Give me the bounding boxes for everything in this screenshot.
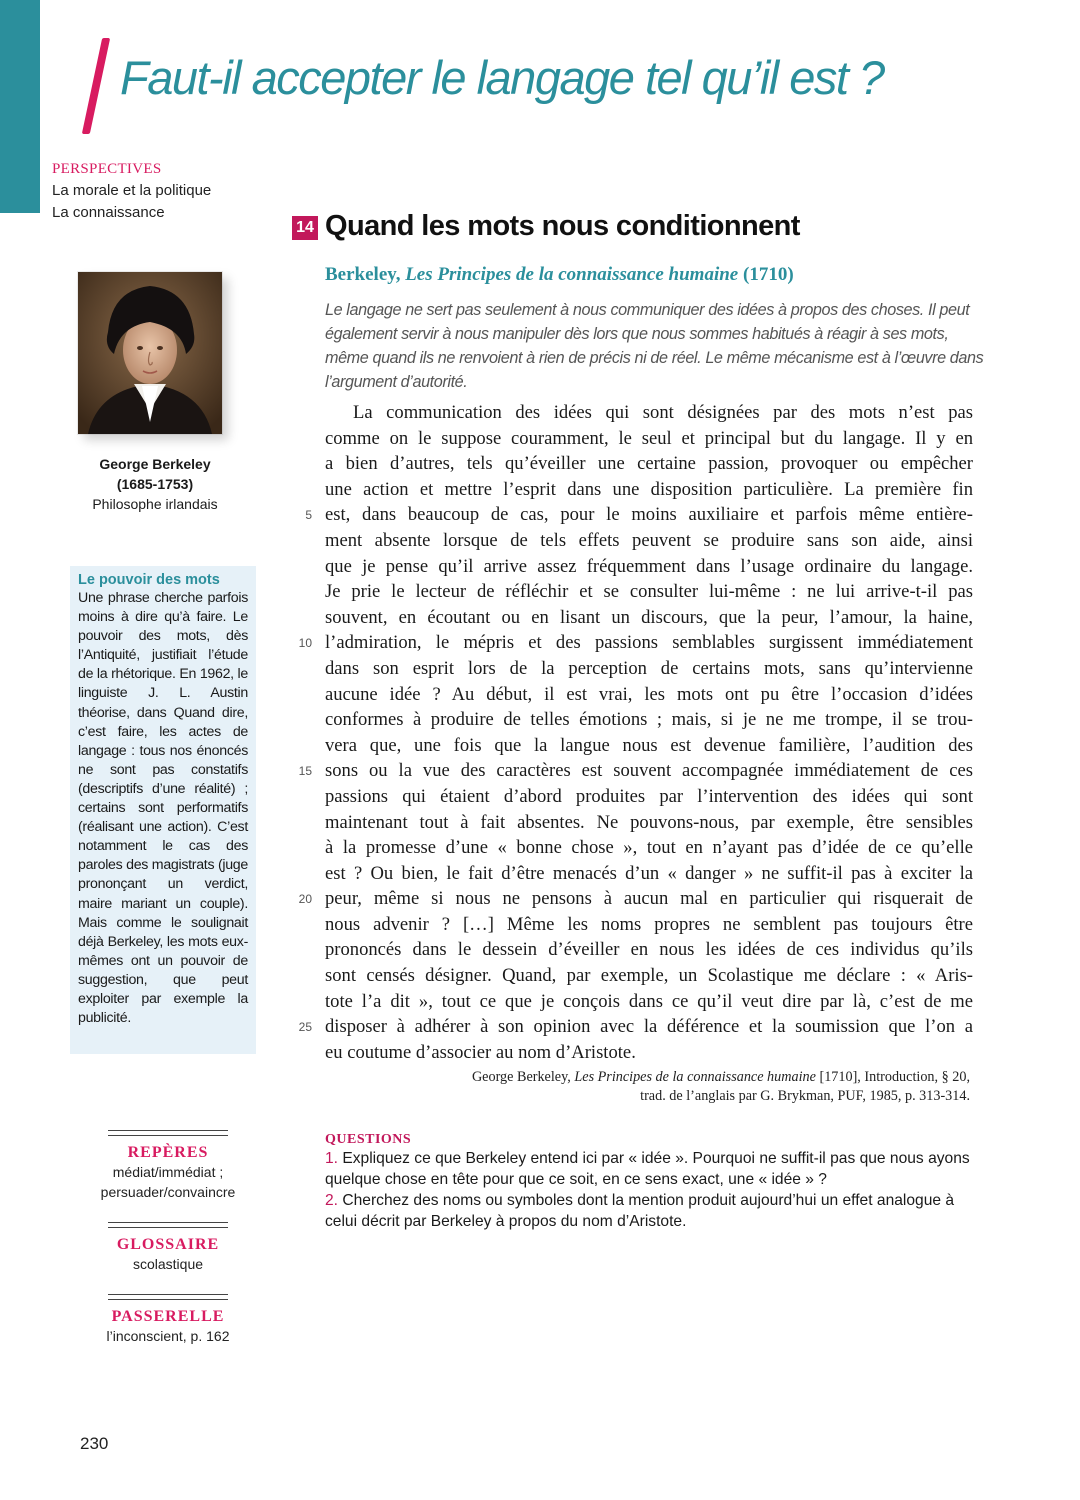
text-line: est, dans beaucoup de cas, pour le moins auxiliaire et parfois même entière-: [325, 504, 973, 526]
question-number: 2.: [325, 1192, 339, 1209]
questions-label: QUESTIONS: [325, 1132, 412, 1147]
text-line: aucune idée ? Au début, il est vrai, les mots ont pu être l’occasion d’idées: [325, 683, 973, 705]
question-item: [325, 1190, 975, 1232]
tag-line: médiat/immédiat ;: [112, 1164, 224, 1180]
citation-line-1: [325, 1068, 970, 1087]
question-number: 1.: [325, 1150, 339, 1167]
section-number-badge: 14: [292, 216, 318, 240]
text-line: maintenant tout à fait absentes. Ne pouvons-nous, par exemple, être sensibles: [325, 811, 973, 833]
text-line: sons ou la vue des caractères est souvent accompagnée immédiatement de ces: [325, 760, 973, 782]
text-line: à la promesse d’une « bonne chose », tout en n’ayant pas d’idée de ce qu’elle: [325, 837, 973, 859]
text-line: nous advenir ? […] Même les noms propres ne semblent pas toujours être: [325, 913, 973, 935]
text-line: tote l’a dit », tout ce que je conçois dans ce qu’il veut dire par là, c’est de me: [325, 990, 973, 1012]
text-line: que je pense qu’il arrive assez fréquemment dans l’usage ordinaire du langage.: [325, 555, 973, 577]
text-line: eu coutume d’associer au nom d’Aristote.: [325, 1041, 636, 1063]
tag-glossaire: [70, 1222, 266, 1274]
line-number: 5: [305, 508, 312, 522]
perspective-item: La connaissance: [52, 204, 165, 221]
text-line: vera que, une fois que la langue nous est devenue familière, l’audition des: [325, 734, 973, 756]
sidebox-text: Une phrase cherche parfois moins à dire qu’à faire. Le pouvoir des mots, dès l’Antiquité, justifiait l’étude de la rhétorique. En 1962, le linguiste J. L. Austin théorise, dans Quand dire, c’est faire, les actes de langage : tous nos énoncés ne sont pas constatifs (descriptifs d’une réalité) ; certains sont performatifs (réalisant une action). C’est notamment le cas des paroles des magistrats (juge prononçant un verdict, maire mariant un couple). Mais comme le soulignait déjà Berkeley, les mots eux-mêmes ont un pouvoir de suggestion, que peut exploiter par exemple la publicité.: [78, 590, 248, 1027]
author-name: George Berkeley: [99, 456, 211, 472]
section-intro: Le langage ne sert pas seulement à nous communiquer des idées à propos des choses. Il peut également servir à nous manipuler dès lors que nous sommes habitués à réagir à ses mots, même quand ils ne renvoient à rien de précis ni de réel. Le même mécanisme est à l’œuvre dans l’argument d’autorité.: [325, 301, 984, 391]
tag-line: l’inconscient, p. 162: [106, 1328, 230, 1344]
text-line: passions qui étaient d’abord produites par l’intervention des idées qui sont: [325, 785, 973, 807]
tag-head: GLOSSAIRE: [116, 1236, 220, 1253]
portrait-image: [78, 272, 222, 434]
text-line: La communication des idées qui sont désignées par des mots n’est pas: [353, 402, 973, 423]
teal-corner-tab: [0, 0, 40, 213]
line-number: 25: [298, 1020, 312, 1034]
tag-reperes: [70, 1130, 266, 1202]
sidebox-title: Le pouvoir des mots: [78, 572, 220, 588]
text-line: Je prie le lecteur de réfléchir et se consulter lui-même : ne lui arrive-t-il pas: [325, 581, 973, 603]
main-text: [325, 400, 973, 1065]
tag-line: persuader/convaincre: [100, 1184, 236, 1200]
tag-rule: [108, 1294, 228, 1300]
text-line: conformes à produire de telles émotions ; mais, si je ne me trompe, il se trou-: [325, 709, 973, 731]
line-number: 15: [298, 764, 312, 778]
text-line: l’admiration, le mépris et des passions semblables surgissent immédiatement: [325, 632, 973, 654]
source-work: Les Principes de la connaissance humaine: [405, 264, 739, 285]
perspectives-label: PERSPECTIVES: [52, 161, 162, 177]
text-line: peur, même si nous ne pensons à aucun mal en particulier qui risquerait de: [325, 888, 973, 910]
author-portrait: [78, 272, 222, 434]
text-line: comme on le suppose couramment, le seul et principal but du langage. Il y en: [325, 427, 973, 449]
text-line: disposer à adhérer à son opinion avec la déférence et la soumission que l’on a: [325, 1016, 973, 1038]
citation-author: George Berkeley,: [471, 1069, 575, 1085]
source-author: Berkeley,: [325, 264, 406, 285]
citation-line-2: trad. de l’anglais par G. Brykman, PUF, 1985, p. 313-314.: [640, 1088, 970, 1104]
text-line: sont censés désigner. Quand, par exemple, un Scolastique me déclare : « Aris-: [325, 965, 973, 987]
text-line: prononcés dans le dessein d’éveiller en nous les idées de ces individus qu’ils: [325, 939, 973, 961]
line-number: 20: [298, 892, 312, 906]
text-line: une action et mettre l’esprit dans une disposition particulière. La première fin: [325, 478, 973, 500]
tag-rule: [108, 1130, 228, 1136]
perspectives-block: [52, 158, 211, 224]
citation-rest: [1710], Introduction, § 20,: [815, 1069, 970, 1085]
text-line: souvent, en écoutant ou en lisant un discours, que la peur, l’amour, la haine,: [325, 606, 973, 628]
tag-line: scolastique: [132, 1256, 204, 1272]
text-line: est ? Ou bien, le fait d’être menacés d’un « danger » ne suffit-il pas à exciter la: [325, 862, 973, 884]
questions-block: [325, 1132, 975, 1232]
page-title: Faut-il accepter le langage tel qu’il est ?: [120, 51, 884, 104]
perspective-item: La morale et la politique: [52, 182, 212, 199]
author-role: Philosophe irlandais: [92, 496, 218, 512]
citation-work: Les Principes de la connaissance humaine: [574, 1069, 816, 1085]
portrait-caption: [60, 454, 250, 514]
title-slash-mark: [82, 38, 110, 134]
page-number: 230: [80, 1434, 109, 1453]
tag-head: PASSERELLE: [111, 1308, 225, 1325]
text-line: dans son esprit lors de la perception de certains mots, sans qu’intervienne: [325, 657, 973, 679]
question-item: [325, 1148, 975, 1190]
text-line: ment absente lorsque de tels effets peuvent se produire sans son aide, ainsi: [325, 529, 973, 551]
text-line: a bien d’autres, tels qu’éveiller une certaine passion, provoquer ou empêcher: [325, 453, 973, 475]
sidebar-box-pouvoir-des-mots: [70, 566, 256, 1054]
tag-head: REPÈRES: [127, 1144, 209, 1161]
source-line: [325, 264, 794, 286]
author-dates: (1685-1753): [116, 476, 194, 492]
source-year: (1710): [738, 264, 794, 285]
tag-passerelle: [70, 1294, 266, 1346]
question-text: Expliquez ce que Berkeley entend ici par « idée ». Pourquoi ne suffit-il pas que nous ayons quelque chose en tête pour que ce soit, en ce sens exact, une « idée » ?: [325, 1150, 970, 1188]
section-title: Quand les mots nous conditionnent: [325, 210, 800, 242]
tag-rule: [108, 1222, 228, 1228]
line-number: 10: [298, 636, 312, 650]
question-text: Cherchez des noms ou symboles dont la mention produit aujourd’hui un effet analogue à celui décrit par Berkeley à propos du nom d’Aristote.: [325, 1192, 955, 1230]
citation: [325, 1068, 970, 1106]
